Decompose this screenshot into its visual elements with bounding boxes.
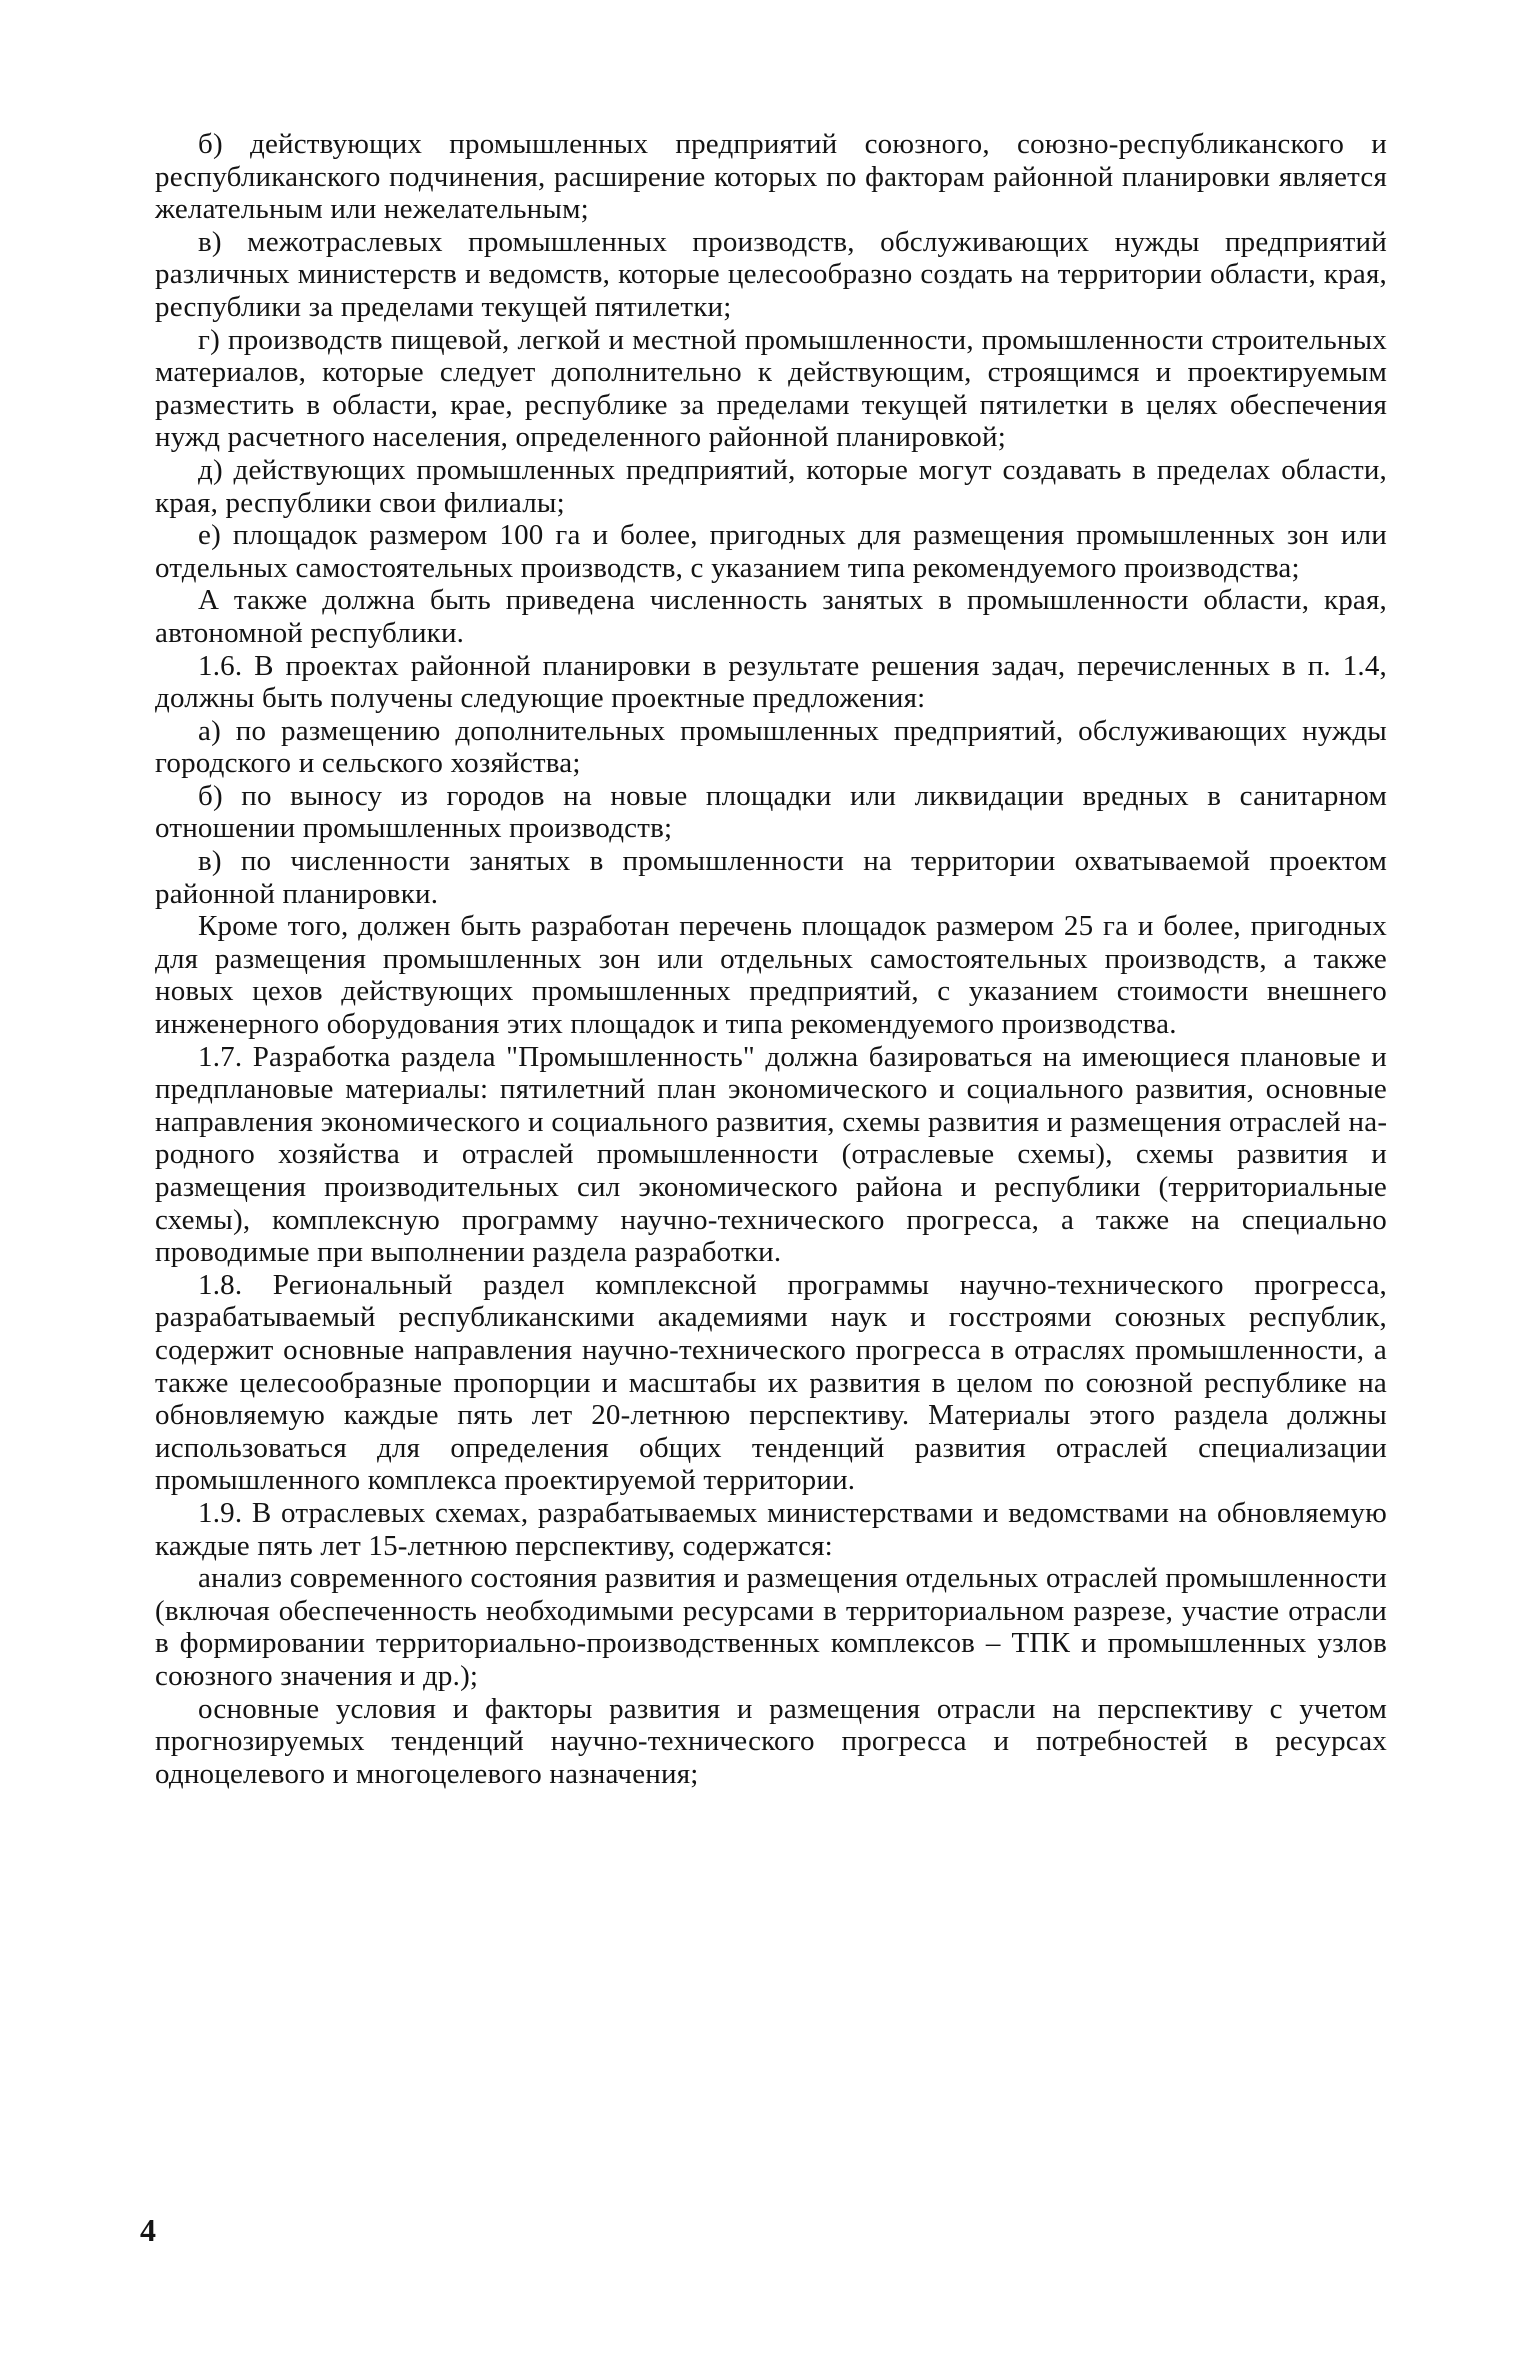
paragraph-section-1-6: 1.6. В проектах районной планировки в результате решения задач, перечисленных в п. 1.4, должны быть получены следующие проектные предложения: xyxy=(155,649,1387,715)
paragraph-item-a-placement: а) по размещению дополнительных промышленных предприятий, обслуживающих нужды городского и сельского хозяйства; xyxy=(155,714,1387,780)
page-number: 4 xyxy=(140,2212,156,2248)
document-page xyxy=(155,128,1387,1790)
paragraph-item-d-branches: д) действующих промышленных предприятий, которые могут создавать в пределах области, края, республики свои филиалы; xyxy=(155,453,1387,519)
paragraph-section-1-7: 1.7. Разработка раздела "Промышленность" должна базироваться на имеющиеся плановые и предплановые материалы: пятилетний план экономического и социального развития, основные направления экономического и социального развития, схемы развития и размещения отраслей народного хозяйства и отраслей промышленности (отраслевые схемы), схемы развития и размещения производительных сил экономического района и республики (территориальные схемы), комплексную программу научно-технического прогресса, а также на специально проводимые при выполнении раздела разработки. xyxy=(155,1040,1387,1269)
paragraph-employment: А также должна быть приведена численность занятых в промышленности области, края, автономной республики. xyxy=(155,584,1387,649)
paragraph-item-v-interbranch: в) межотраслевых промышленных производств, обслуживающих нужды предприятий различных министерств и ведомств, которые целесообразно создать на территории области, края, республики за пределами текущей пятилетки; xyxy=(155,225,1387,323)
paragraph-item-e-sites: е) площадок размером 100 га и более, пригодных для размещения промышленных зон или отдельных самостоятельных производств, с указанием типа рекомендуемого производства; xyxy=(155,519,1387,584)
paragraph-item-g-food-light-industry: г) производств пищевой, легкой и местной промышленности, промышленности строительных материалов, которые следует дополнительно к действующим, строящимся и проектируемым разместить в области, крае, республике за пределами текущей пятилетки в целях обеспечения нужд расчетного населения, определенного районной планировкой; xyxy=(155,323,1387,454)
paragraph-site-list: Кроме того, должен быть разработан перечень площадок размером 25 га и более, пригодных для размещения промышленных зон или отдельных самостоятельных производств, а также новых цехов действующих промышленных предприятий, с указанием стоимости внешнего инженерного оборудования этих площадок и типа рекомендуемого производства. xyxy=(155,910,1387,1041)
paragraph-analysis: анализ современного состояния развития и размещения отдельных отраслей промышленности (включая обеспеченность необходимыми ресурсами в территориальном разрезе, участие отрасли в формировании территориально-производственных комплексов – ТПК и промышленных узлов союзного значения и др.); xyxy=(155,1562,1387,1692)
paragraph-item-b-relocation: б) по выносу из городов на новые площадки или ликвидации вредных в санитарном отношении промышленных производств; xyxy=(155,779,1387,845)
paragraph-item-b-enterprises: б) действующих промышленных предприятий союзного, союзно-республиканского и республиканского подчинения, расширение которых по факторам районной планировки является желательным или нежелательным; xyxy=(155,128,1387,226)
paragraph-item-v-employment: в) по численности занятых в промышленности на территории охватываемой проектом районной планировки. xyxy=(155,845,1387,910)
paragraph-conditions: основные условия и факторы развития и размещения отрасли на перспективу с учетом прогнозируемых тенденций научно-технического прогресса и потребностей в ресурсах одноцелевого и многоцелевого назначения; xyxy=(155,1692,1387,1790)
paragraph-section-1-9: 1.9. В отраслевых схемах, разрабатываемых министерствами и ведомствами на обновляемую каждые пять лет 15-летнюю перспективу, содержатся: xyxy=(155,1496,1387,1562)
paragraph-section-1-8: 1.8. Региональный раздел комплексной программы научно-технического прогресса, разрабатываемый республиканскими академиями наук и госстроями союзных республик, содержит основные направления научно-технического прогресса в отраслях промышленности, а также целесообразные пропорции и масштабы их развития в целом по союзной республике на обновляемую каждые пять лет 20-летнюю перспективу. Материалы этого раздела должны использоваться для определения общих тенденций развития отраслей специализации промышленного комплекса проектируемой территории. xyxy=(155,1268,1387,1497)
